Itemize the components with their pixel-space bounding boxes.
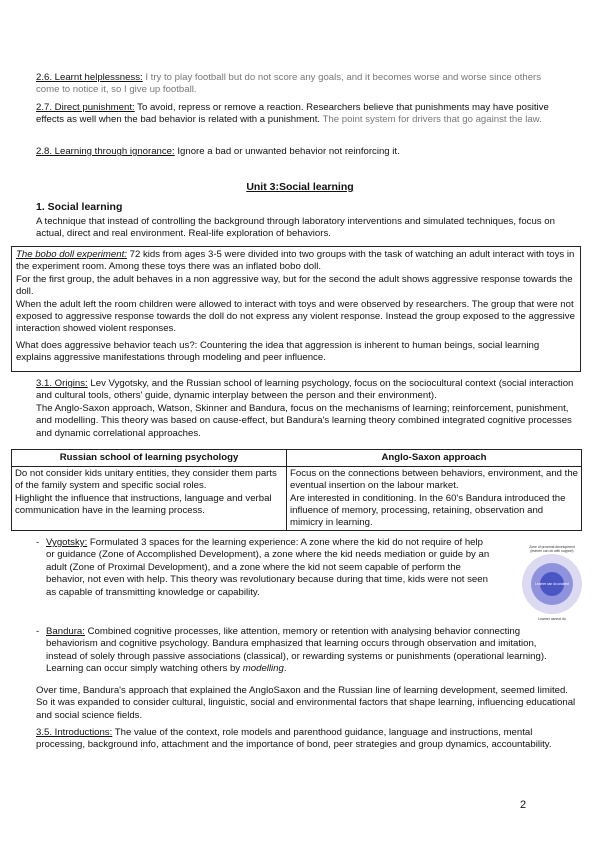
section-text: A technique that instead of controlling the background through laboratory interventions and simulated techniques, focus on actual, direct and real environment. Real-life exploration of behaviors.	[36, 216, 555, 240]
bandura-term: Bandura:	[46, 626, 85, 637]
table-header-russian: Russian school of learning psychology	[12, 450, 287, 467]
introductions-para	[36, 727, 576, 752]
bobo-term: The bobo doll experiment:	[16, 249, 127, 260]
section-heading: 1. Social learning	[36, 201, 123, 213]
zone-diagram	[512, 542, 592, 622]
overtime-para: Over time, Bandura's approach that explained the AngloSaxon and the Russian line of learning development, seemed limited. So it was expanded to consider cultural, linguistic, social and environmental factors that shape learning, influencing educational and social science fields.	[36, 685, 576, 721]
bobo-p3: When the adult left the room children were allowed to interact with toys and were observed by researchers. The group that were not exposed to aggressive response towards the doll do not express any violent response. Instead the group exposed to the aggressive interaction showed violent responses.	[16, 298, 575, 335]
ignorance-text: Ignore a bad or unwanted behavior not reinforcing it.	[174, 146, 400, 157]
bandura-modelling: modelling	[242, 663, 284, 675]
bobo-para-1	[16, 249, 576, 274]
anglo-text-1: Focus on the connections between behaviors, environment, and the eventual insertion on the labour market.	[290, 468, 578, 492]
vygotsky-term: Vygotsky:	[46, 537, 88, 548]
learnt-helplessness-text: I try to play football but do not score any goals, and it becomes worse and worse since others come to notice it, so I give up football.	[36, 72, 542, 96]
table-cell-russian	[12, 467, 287, 531]
bandura-end: .	[283, 663, 287, 675]
bandura-text: Combined cognitive processes, like attention, memory or retention with analysing behavior connecting behaviorism and cognitive psychology. Bandura emphasized that learning occurs through observation and imitation, instead of solely through passive associations (classical), or rewarding systems or punishments (operational learning). Learning can occur simply watching others by	[46, 626, 547, 675]
bullet-dash: -	[36, 626, 40, 637]
learnt-helplessness-para	[36, 72, 556, 97]
diagram-top-label-2: (learner can do with support)	[530, 549, 574, 553]
origins-text-2: The Anglo-Saxon approach, Watson, Skinner and Bandura, focus on the mechanisms of learning; reinforcement, punishment, and modelling. This theory was based on cause-effect, but Bandura's learning theory combined integrated cognitive processes and dynamic correlational approaches.	[36, 402, 572, 439]
table-header-anglo: Anglo-Saxon approach	[287, 450, 582, 467]
comparison-table	[11, 449, 582, 531]
ignorance-para	[36, 146, 556, 158]
bobo-doll-box	[11, 246, 581, 372]
table-cell-anglo	[287, 467, 582, 531]
direct-punishment-example: The point system for drivers that go against the law.	[320, 114, 542, 126]
table-header-row	[12, 450, 582, 467]
origins-term: 3.1. Origins:	[36, 378, 88, 389]
russian-text-1: Do not consider kids unitary entities, they consider them parts of the family system and specific social roles.	[15, 468, 277, 492]
direct-punishment-para	[36, 102, 556, 127]
ignorance-term: 2.8. Learning through ignorance:	[36, 146, 175, 157]
origins-para	[36, 378, 576, 440]
introductions-term: 3.5. Introductions:	[36, 727, 113, 738]
vygotsky-text: Formulated 3 spaces for the learning experience: A zone where the kid do not require of help or guidance (Zone of Accomplished Development), a zone where the kid needs mediation or guide by an adult (Zone of Proximal Development), and a zone where the kid not seem capable of perform the behavior, not even with help. This theory was revolutionary because during that time, kids were not seen as capable of transmitting knowledge or capability.	[46, 537, 490, 598]
direct-punishment-term: 2.7. Direct punishment:	[36, 102, 135, 113]
origins-text-1: Lev Vygotsky, and the Russian school of learning psychology, focus on the sociocultural context (social interaction and cultural tools, others' guide, dynamic interplay between the person and their environment).	[36, 378, 574, 402]
bobo-p2: For the first group, the adult behaves in a non aggressive way, but for the second the adult shows aggressive response towards the doll.	[16, 273, 573, 298]
page-number: 2	[520, 799, 527, 811]
list-item-bandura	[36, 626, 566, 676]
unit-title: Unit 3:Social learning	[246, 181, 354, 193]
introductions-text: The value of the context, role models and parenthood guidance, language and instructions, mental processing, background info, attachment and the importance of bond, peer strategies and group dynamics, accountability.	[36, 727, 552, 751]
table-row	[12, 467, 582, 531]
anglo-text-2: Are interested in conditioning. In the 60's Bandura introduced the influence of memory, processing, retaining, observation and mimicry in learning.	[290, 492, 566, 529]
origins-line-1	[36, 378, 576, 403]
learnt-helplessness-term: 2.6. Learnt helplessness:	[36, 72, 143, 83]
bobo-p1: 72 kids from ages 3-5 were divided into two groups with the task of watching an adult interact with toys in the experiment room. Among these toys there was an inflated bobo doll.	[16, 249, 575, 273]
bullet-dash: -	[36, 537, 40, 548]
direct-punishment-text: To avoid, repress or remove a reaction. Researchers believe that punishments may have positive effects as well when the bad behavior is related with a punishment.	[36, 102, 549, 126]
russian-text-2: Highlight the influence that instructions, language and verbal communication have in the learning process.	[15, 492, 272, 516]
bobo-p4: What does aggressive behavior teach us?: Countering the idea that aggression is inherent to human beings, social learning explains aggressive manifestations through modeling and peer influence.	[16, 339, 540, 364]
diagram-center-label: Learner can do unaided	[535, 582, 569, 586]
diagram-top-label: Zone of proximal development	[529, 545, 575, 549]
diagram-bottom-label: Learner cannot do	[538, 617, 566, 621]
list-item-vygotsky	[36, 537, 494, 599]
